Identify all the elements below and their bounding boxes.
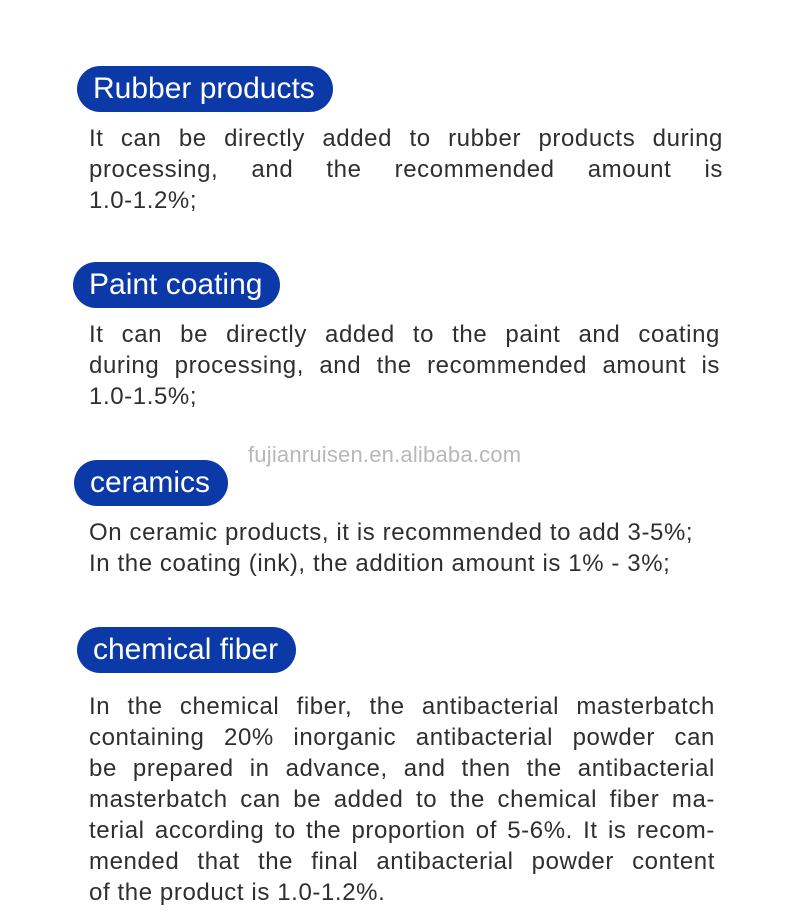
heading-ceramics: ceramics [74, 460, 228, 506]
paragraph-line: 1.0-1.2%; [89, 187, 198, 214]
heading-paint-coating: Paint coating [73, 262, 280, 308]
paragraph-line: containing 20% inorganic antibacterial powder can [89, 724, 715, 751]
paragraph-line: masterbatch can be added to the chemical fiber ma- [89, 786, 715, 813]
paragraph-line: 1.0-1.5%; [89, 383, 198, 410]
paragraph-line: be prepared in advance, and then the antibacterial [89, 755, 715, 782]
paragraph-line: It can be directly added to the paint and coating [89, 321, 720, 348]
paragraph-ceramics [89, 517, 719, 579]
paragraph-chemical-fiber [89, 691, 715, 908]
paragraph-line: of the product is 1.0-1.2%. [89, 879, 386, 906]
paragraph-line: In the chemical fiber, the antibacterial masterbatch [89, 693, 715, 720]
paragraph-line: In the coating (ink), the addition amount is 1% - 3%; [89, 550, 671, 577]
paragraph-line: It can be directly added to rubber products during [89, 125, 723, 152]
paragraph-line: terial according to the proportion of 5-6%. It is recom- [89, 817, 715, 844]
paragraph-paint-coating [89, 319, 720, 412]
paragraph-line: during processing, and the recommended amount is [89, 352, 720, 379]
paragraph-line: processing, and the recommended amount is [89, 156, 723, 183]
paragraph-rubber-products [89, 123, 723, 216]
watermark-text: fujianruisen.en.alibaba.com [248, 442, 522, 467]
heading-chemical-fiber: chemical fiber [77, 627, 296, 673]
heading-rubber-products: Rubber products [77, 66, 333, 112]
paragraph-line: On ceramic products, it is recommended to add 3-5%; [89, 519, 694, 546]
paragraph-line: mended that the final antibacterial powder content [89, 848, 715, 875]
